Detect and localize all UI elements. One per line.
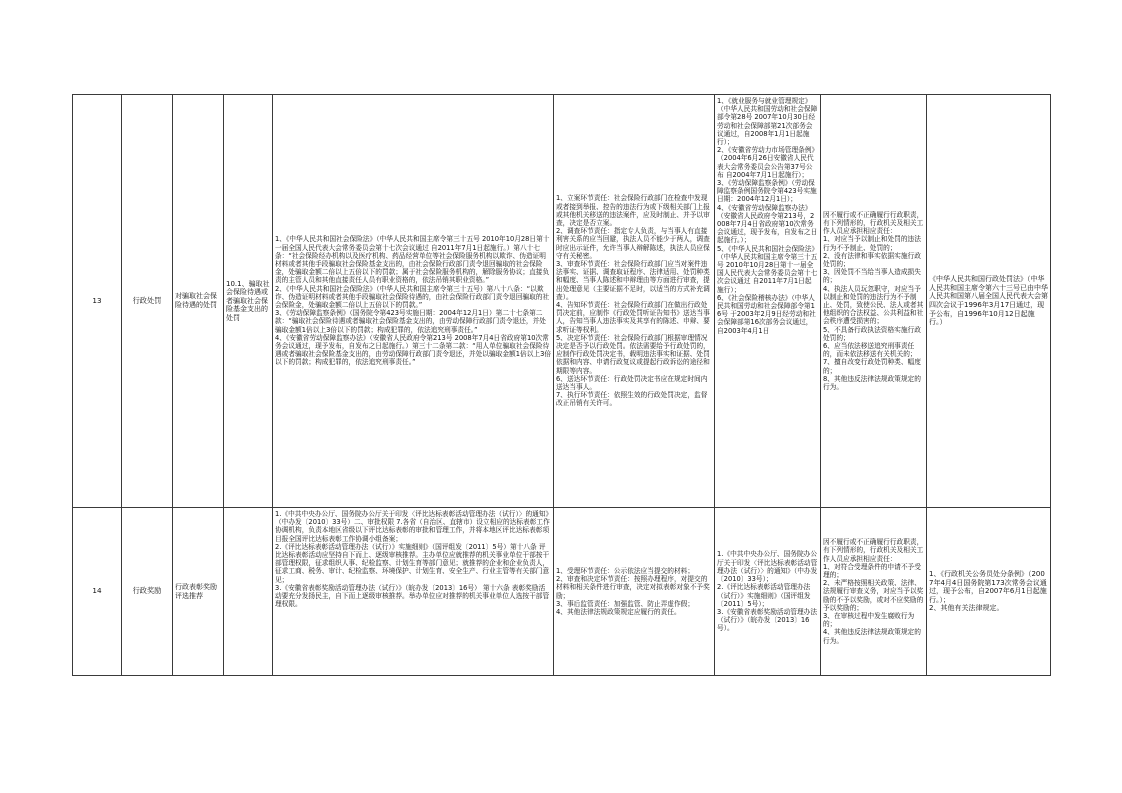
basis-line: 2、《中华人民共和国社会保险法》（中华人民共和国主席令第三十五号）第八十八条：“以欺诈、伪造证明材料或者其他手段骗取社会保险待遇的，由社会保险行政部门责令退回骗取的社会保险金，处骗取金额二倍以上五倍以下的罚款。” <box>275 284 550 309</box>
accountability-line: 8、其他违反法律法规政策规定的行为。 <box>823 374 921 392</box>
other-basis-cell <box>715 95 821 508</box>
other-basis-line: 5、《中华人民共和国社会保险法》（中华人民共和国主席令第三十五号 2010年10月28日第十一届全国人民代表大会常务委员会第十七次会议通过 自2011年7月1日起施行）； <box>717 244 818 294</box>
duty-line: 1、立案环节责任：社会保险行政部门在检查中发现或者接到举报、控告的违法行为或下级相关部门上报或其他机关移送的违法案件，应及时制止、并予以审查，决定是否立案。 <box>556 194 710 227</box>
item-name-cell: 对骗取社会保险待遇的处罚 <box>173 95 224 508</box>
accountability-line: 6、应当依法移送追究刑事责任的，而未依法移送有关机关的； <box>823 342 917 359</box>
accountability-line: 2、未严格按照相关政策、法律、法规履行审查义务，对应当予以奖励的不予以奖励，或对不应奖励的予以奖励的； <box>823 579 924 612</box>
other-basis-line: 3、《劳动保障监察条例》（劳动保障监察条例国务院令第423号实施日期：2004年12月1日）； <box>717 179 817 204</box>
table-row <box>73 95 1051 508</box>
duty-line: 1、受理环节责任：公示依法应当提交的材料； <box>556 566 695 575</box>
duty-line: 2、审查和决定环节责任：按照办理程序，对提交的材料和相关条件进行审查，决定对拟表彰对象不予奖励； <box>556 575 710 600</box>
basis-line: 4、《安徽省劳动保障监察办法》（安徽省人民政府令第213号 2008年7月4日省政府第10次常务会议通过，现予发布，自发布之日起施行。）第三十二条第二款：“用人单位骗取社会保险待遇或者骗取社会保险基金支出的，由劳动保障行政部门责令退还，并处以骗取金额1倍以上3倍以下的罚款；构成犯罪的，依法追究刑事责任。” <box>275 333 552 367</box>
duty-line: 4、告知环节责任：社会保险行政部门在做出行政处罚决定前，应制作《行政处罚听证告知书》送达当事人，告知当事人违法事实及其享有的陈述、申辩、要求听证等权利。 <box>556 301 710 334</box>
basis-line: 1.《中共中央办公厅、国务院办公厅关于印发〈评比达标表彰活动管理办法（试行）〉的通知》（中办发〔2010〕33号）二、审批权限 7.各省（自治区、直辖市）设立相应的达标表彰工作协调机构，负责本地区省级以下评比达标表彰的审批和管理工作，并将本地区评比达标表彰项目报全国评比达标表彰工作协调小组备案； <box>275 510 550 543</box>
accountability-line: 5、不具备行政执法资格实施行政处罚的； <box>823 325 921 342</box>
item-name-cell: 行政表彰奖励评选推荐 <box>173 508 224 676</box>
accountability-cell <box>821 508 927 676</box>
accountability-line: 因不履行或不正确履行行政职责，有下列情形的，行政机关及相关工作人员应承担相应责任： <box>823 538 924 563</box>
duties-cell <box>554 95 715 508</box>
table-row <box>73 508 1051 676</box>
accountability-line: 7、擅自改变行政处罚种类、幅度的； <box>823 358 921 375</box>
basis-line: 3、《劳动保障监察条例》（国务院令第423号实施日期：2004年12月1日）第二十七条第二款：“骗取社会保险待遇或者骗取社会保险基金支出的，由劳动保障行政部门责令退还，并处骗取金额1倍以上3倍以下的罚款；构成犯罪的，依法追究刑事责任。” <box>275 309 546 334</box>
remarks-cell <box>927 508 1051 676</box>
duty-line: 5、决定环节责任：社会保险行政部门根据审理情况决定是否予以行政处罚。依法需要给予行政处罚的，应制作行政处罚决定书，载明违法事实和证据、处罚依据和内容、申请行政复议或提起行政诉讼的途径和期限等内容。 <box>556 333 710 375</box>
sub-item-cell <box>224 508 273 676</box>
remarks-line: 1、《行政机关公务员处分条例》（2007年4月4日国务院第173次常务会议通过，现予公布，自2007年6月1日起施行。）； <box>929 570 1047 604</box>
duties-cell <box>554 508 715 676</box>
other-basis-cell <box>715 508 821 676</box>
other-basis-line: 4、《安徽省劳动保障监察办法》（安徽省人民政府令第213号，2008年7月4日省政府第10次常务会议通过，现予发布，自发布之日起施行。）； <box>717 203 818 245</box>
duty-line: 6、送达环节责任：行政处罚决定书应在规定时间内送达当事人。 <box>556 374 708 392</box>
accountability-line: 4、其他违反法律法规政策规定的行为。 <box>823 628 921 645</box>
accountability-line: 因不履行或不正确履行行政职责，有下列情形的，行政机关及相关工作人员应承担相应责任： <box>823 210 924 236</box>
duty-line: 7、执行环节责任：依照生效的行政处罚决定，监督改正吊销有关许可。 <box>556 391 708 408</box>
basis-cell <box>273 508 554 676</box>
basis-line: 3.《安徽省表彰奖励活动管理办法（试行）》（皖办发〔2013〕16号） 第十六条 表彰奖励活动要充分发扬民主，自下而上逐级审核推荐。举办单位应对推荐的机关事业单位人选按干部管理权限。 <box>275 583 550 609</box>
accountability-line: 3、在审核过程中发生腐败行为的； <box>823 612 915 629</box>
accountability-line: 2、没有法律和事实依据实施行政处罚的； <box>823 251 921 268</box>
duty-line: 3、审查环节责任：社会保险行政部门应当对案件违法事实、证据、调查取证程序、法律适用、处罚种类和幅度、当事人陈述和申辩理由等方面进行审查，提出处理意见（主要证据不足时，以适当的方式补充调查）。 <box>556 259 710 301</box>
other-basis-line: 1.《中共中央办公厅、国务院办公厅关于印发〈评比达标表彰活动管理办法（试行）〉的通知》（中办发〔2010〕33号）； <box>717 550 818 584</box>
remarks-cell: 《中华人民共和国行政处罚法》（中华人民共和国主席令第六十三号已由中华人民共和国第八届全国人民代表大会第四次会议于1996年3月17日通过，现予公布，自1996年10月12日起施行。） <box>927 95 1051 508</box>
other-basis-line: 2、《安徽省劳动力市场管理条例》（2004年6月26日安徽省人民代表大会常务委员会公告第37号公布 自2004年7月1日起施行）； <box>717 146 815 179</box>
duty-line: 2、调查环节责任：指定专人负责，与当事人有直接利害关系的应当回避，执法人员不能少于两人，调查时应出示证件，允许当事人辩解陈述，执法人员应保守有关秘密。 <box>556 227 710 260</box>
seq-cell: 13 <box>73 95 122 508</box>
category-cell: 行政奖励 <box>122 508 173 676</box>
other-basis-line: 1、《就业服务与就业管理规定》（中华人民共和国劳动和社会保障部令第28号 2007年10月30日经劳动和社会保障部第21次部务会议通过，自2008年1月1日起施行）； <box>717 97 818 147</box>
accountability-cell <box>821 95 927 508</box>
other-basis-line: 2.《评比达标表彰活动管理办法（试行）》实施细则》（国评组发〔2011〕5号）； <box>717 583 811 608</box>
accountability-line: 1、对符合受理条件的申请不予受理的； <box>823 562 921 579</box>
other-basis-line: 6、《社会保险稽核办法》（中华人民共和国劳动和社会保障部令第16号 于2003年2月9日经劳动和社会保障部第16次部务会议通过，自2003年4月1日 <box>717 293 816 335</box>
accountability-line: 4、执法人员玩忽职守，对应当予以制止和处罚的违法行为不予制止、处罚，致使公民、法人或者其他组织的合法权益、公共利益和社会秩序遭受损害的； <box>823 284 924 326</box>
responsibility-table <box>72 94 1051 676</box>
accountability-line: 1、对应当予以制止和处罚的违法行为不予制止、处罚的； <box>823 235 921 252</box>
basis-cell <box>273 95 554 508</box>
sub-item-cell: 10.1、骗取社会保险待遇或者骗取社会保险基金支出的处罚 <box>224 95 273 508</box>
other-basis-line: 3.《安徽省表彰奖励活动管理办法（试行）》（皖办发〔2013〕16号）。 <box>717 607 818 633</box>
basis-line: 1、《中华人民共和国社会保险法》（中华人民共和国主席令第三十五号 2010年10月28日第十一届全国人民代表大会常务委员会第十七次会议通过 自2011年7月1日起施行。）第八十七条：“社会保险经办机构以及医疗机构、药品经营单位等社会保险服务机构以欺诈、伪造证明材料或者其他手段骗取社会保险基金支出的，由社会保险行政部门责令退回骗取的社会保险金，处骗取金额二倍以上五倍以下的罚款；属于社会保险服务机构的，解除服务协议；直接负责的主管人员和其他直接责任人员有职业资格的，依法吊销其职业资格。” <box>275 235 550 285</box>
remarks-line: 2、其他有关法律规定。 <box>929 604 1004 613</box>
accountability-line: 3、因处罚不当给当事人造成损失的； <box>823 268 921 285</box>
duty-line: 4、其他法律法规政策规定应履行的责任。 <box>556 607 681 616</box>
basis-line: 2.《评比达标表彰活动管理办法（试行）》实施细则》（国评组发〔2011〕5号）第十八条 评比达标表彰活动应坚持自下而上、逐级审核推荐。主办单位应就推荐的机关事业单位干部按干部管理权限，征求组织人事、纪检监察、计划生育等部门意见；就推荐的企业和企业负责人，征求工商、税务、审计、纪检监察、环境保护、计划生育、安全生产、行业主管等有关部门意见； <box>275 542 550 584</box>
category-cell: 行政处罚 <box>122 95 173 508</box>
duty-line: 3、事后监管责任：加强监管、防止弄虚作假； <box>556 599 695 608</box>
seq-cell: 14 <box>73 508 122 676</box>
